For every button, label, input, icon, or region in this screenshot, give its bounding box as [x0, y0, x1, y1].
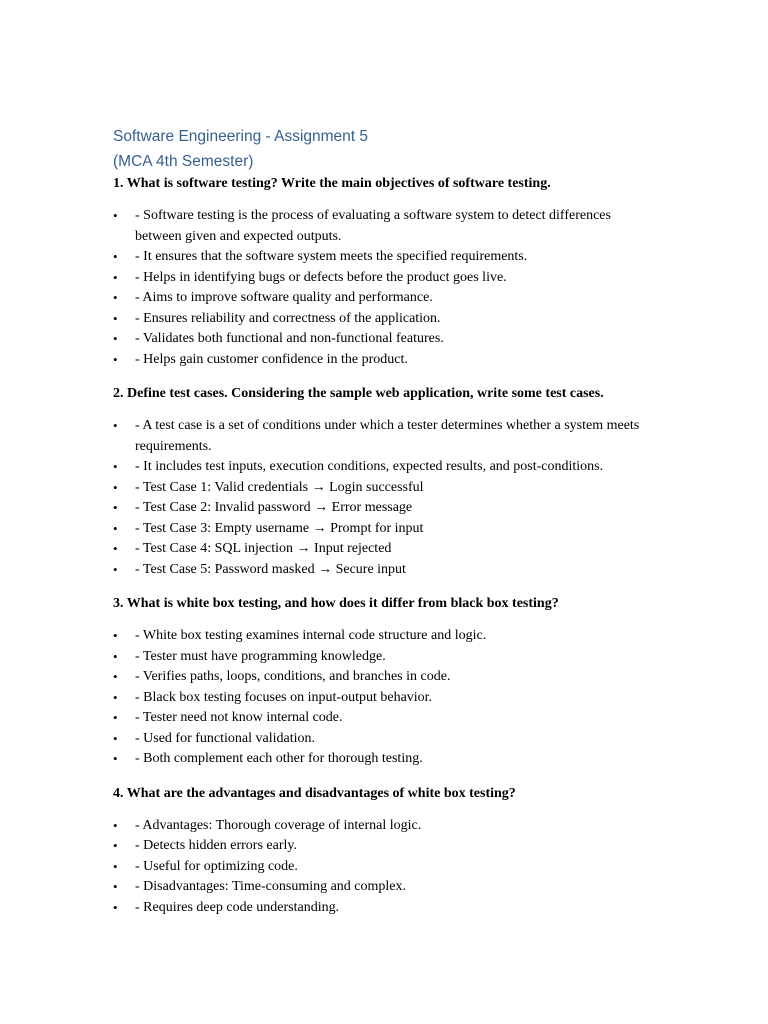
question-section — [113, 384, 658, 580]
list-item-text: - It includes test inputs, execution conditions, expected results, and post-conditions. — [135, 459, 604, 474]
list-item-text: - Tester need not know internal code. — [135, 710, 343, 725]
list-item-text: - Disadvantages: Time-consuming and complex. — [135, 879, 407, 894]
list-item — [113, 309, 658, 330]
question-section — [113, 174, 658, 370]
bullet-icon: • — [113, 838, 118, 853]
document-title: Software Engineering - Assignment 5 — [113, 128, 369, 145]
list-item — [113, 457, 658, 478]
bullet-icon: • — [113, 710, 118, 725]
list-item — [113, 247, 658, 268]
list-item-text: - A test case is a set of conditions under which a tester determines whether a system meets requirements. — [135, 418, 640, 454]
bullet-icon: • — [113, 541, 118, 556]
list-item — [113, 329, 658, 350]
list-item — [113, 288, 658, 309]
bullet-icon: • — [113, 208, 118, 223]
bullet-icon: • — [113, 310, 118, 326]
list-item-text: - Both complement each other for thorough testing. — [135, 751, 423, 766]
list-item — [113, 708, 658, 729]
list-item — [113, 647, 658, 668]
answer-list — [113, 206, 658, 370]
bullet-icon: • — [113, 418, 118, 433]
sections-container — [113, 174, 658, 918]
list-item — [113, 560, 658, 581]
list-item — [113, 539, 658, 560]
list-item-text: - Test Case 5: Password masked → Secure input — [135, 561, 406, 577]
list-item — [113, 498, 658, 519]
bullet-icon: • — [113, 817, 118, 833]
bullet-icon: • — [113, 520, 118, 536]
list-item-text: - Test Case 3: Empty username → Prompt for input — [135, 520, 424, 536]
list-item-text: - Validates both functional and non-functional features. — [135, 331, 444, 346]
bullet-icon: • — [113, 899, 118, 915]
bullet-icon: • — [113, 479, 118, 495]
question-section — [113, 784, 658, 919]
list-item-text: - Software testing is the process of evaluating a software system to detect differences between given and expected outputs. — [135, 208, 611, 244]
list-item-text: - Used for functional validation. — [135, 730, 316, 746]
bullet-icon: • — [113, 648, 118, 664]
question-heading: 1. What is software testing? Write the main objectives of software testing. — [113, 176, 551, 191]
list-item-text: - Test Case 2: Invalid password → Error message — [135, 500, 413, 515]
bullet-icon: • — [113, 689, 118, 705]
bullet-icon: • — [113, 858, 118, 874]
answer-list — [113, 416, 658, 580]
list-item-text: - Test Case 1: Valid credentials → Login successful — [135, 479, 424, 495]
bullet-icon: • — [113, 290, 118, 305]
list-item — [113, 667, 658, 688]
list-item-text: - Detects hidden errors early. — [135, 838, 297, 853]
list-item-text: - Test Case 4: SQL injection → Input rejected — [135, 541, 392, 556]
list-item-text: - Ensures reliability and correctness of the application. — [135, 310, 441, 326]
bullet-icon: • — [113, 249, 118, 264]
list-item — [113, 877, 658, 898]
document-subtitle: (MCA 4th Semester) — [113, 153, 254, 170]
list-item — [113, 857, 658, 878]
list-item-text: - Helps gain customer confidence in the product. — [135, 351, 408, 367]
list-item-text: - It ensures that the software system meets the specified requirements. — [135, 249, 528, 264]
bullet-icon: • — [113, 351, 118, 367]
list-item-text: - White box testing examines internal code structure and logic. — [135, 628, 487, 643]
question-heading: 4. What are the advantages and disadvantages of white box testing? — [113, 785, 516, 801]
list-item — [113, 519, 658, 540]
list-item — [113, 836, 658, 857]
list-item — [113, 816, 658, 837]
bullet-icon: • — [113, 500, 118, 515]
bullet-icon: • — [113, 628, 118, 643]
list-item — [113, 416, 658, 457]
list-item — [113, 626, 658, 647]
bullet-icon: • — [113, 730, 118, 746]
list-item-text: - Verifies paths, loops, conditions, and branches in code. — [135, 669, 451, 684]
list-item-text: - Tester must have programming knowledge. — [135, 648, 386, 664]
list-item-text: - Aims to improve software quality and performance. — [135, 290, 433, 305]
question-heading: 3. What is white box testing, and how does it differ from black box testing? — [113, 596, 559, 611]
list-item-text: - Requires deep code understanding. — [135, 899, 340, 915]
list-item-text: - Black box testing focuses on input-output behavior. — [135, 689, 433, 705]
bullet-icon: • — [113, 751, 118, 766]
document-content — [113, 124, 658, 918]
list-item-text: - Helps in identifying bugs or defects before the product goes live. — [135, 269, 507, 285]
bullet-icon: • — [113, 879, 118, 894]
list-item — [113, 688, 658, 709]
list-item — [113, 729, 658, 750]
list-item — [113, 749, 658, 770]
bullet-icon: • — [113, 669, 118, 684]
list-item-text: - Advantages: Thorough coverage of internal logic. — [135, 817, 422, 833]
list-item — [113, 206, 658, 247]
list-item — [113, 268, 658, 289]
list-item — [113, 898, 658, 919]
question-section — [113, 594, 658, 770]
bullet-icon: • — [113, 331, 118, 346]
list-item-text: - Useful for optimizing code. — [135, 858, 298, 874]
answer-list — [113, 816, 658, 919]
bullet-icon: • — [113, 269, 118, 285]
bullet-icon: • — [113, 459, 118, 474]
question-heading: 2. Define test cases. Considering the sample web application, write some test cases. — [113, 386, 604, 401]
list-item — [113, 350, 658, 371]
list-item — [113, 478, 658, 499]
answer-list — [113, 626, 658, 770]
bullet-icon: • — [113, 561, 118, 577]
